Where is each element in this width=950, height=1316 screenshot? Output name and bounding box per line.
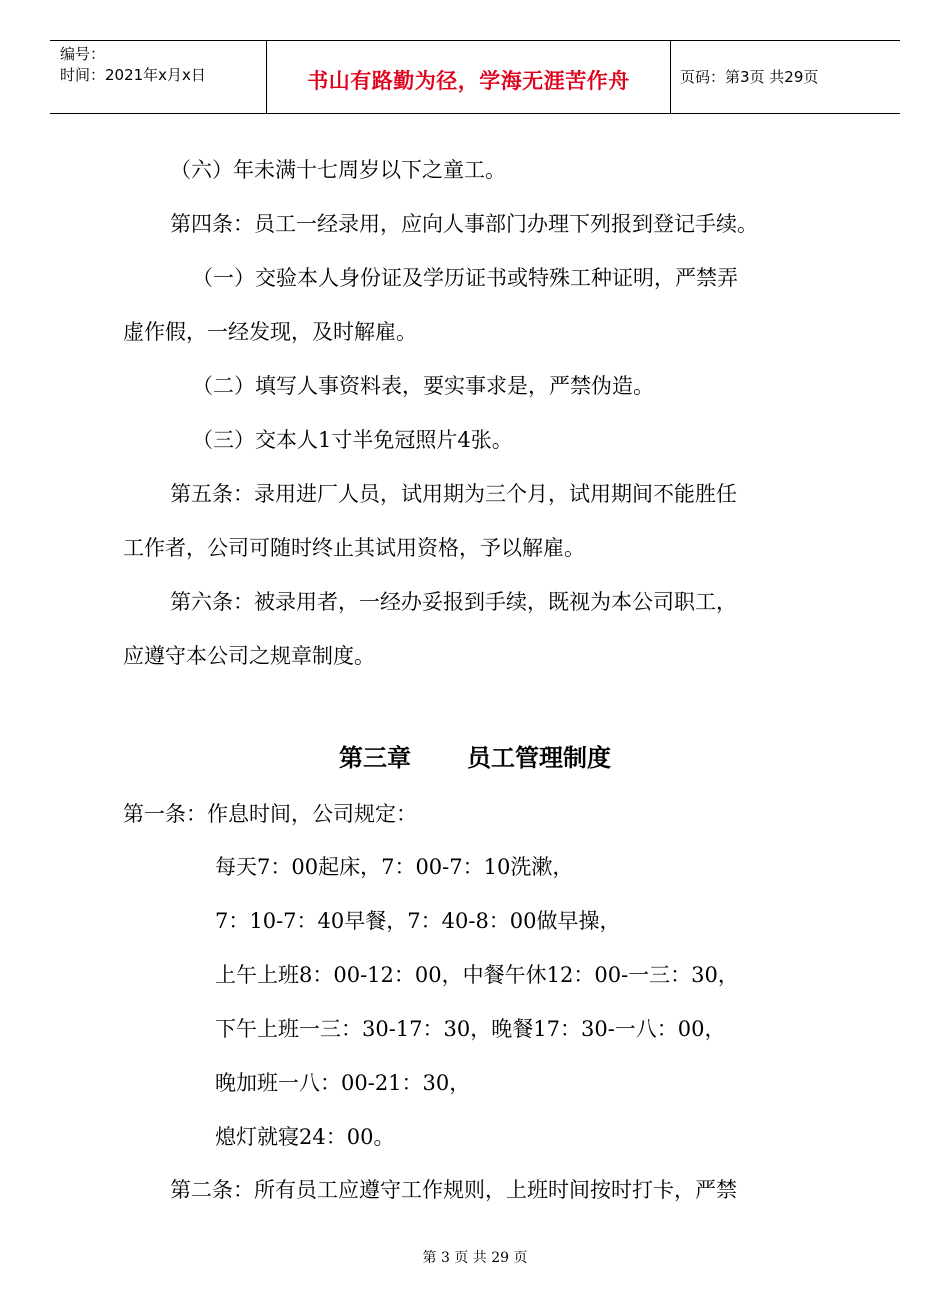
text-line: 虚作假，一经发现，及时解雇。 <box>123 320 417 344</box>
text-line: 应遵守本公司之规章制度。 <box>123 644 375 668</box>
schedule-line: 熄灯就寝24：00。 <box>215 1125 395 1149</box>
schedule-line: 晚加班一八：00-21：30， <box>215 1071 471 1095</box>
page-info: 页码：第3页 共29页 <box>680 68 819 86</box>
text-line: 第二条：所有员工应遵守工作规则，上班时间按时打卡，严禁 <box>170 1178 737 1202</box>
text-line: （一）交验本人身份证及学历证书或特殊工种证明，严禁弄 <box>192 266 738 290</box>
motto: 书山有路勤为径，学海无涯苦作舟 <box>307 69 630 93</box>
schedule-line: 7：10-7：40早餐，7：40-8：00做早操， <box>215 909 621 933</box>
text-line: （六）年未满十七周岁以下之童工。 <box>170 158 506 182</box>
time-label: 时间：2021年x月x日 <box>60 66 206 84</box>
text-line: （二）填写人事资料表，要实事求是，严禁伪造。 <box>192 374 654 398</box>
header-page-cell <box>670 41 900 113</box>
header-meta-cell <box>50 41 266 113</box>
schedule-line: 上午上班8：00-12：00，中餐午休12：00-一三：30， <box>215 963 739 987</box>
schedule-line: 每天7：00起床，7：00-7：10洗漱， <box>215 855 574 879</box>
text-line: 第五条：录用进厂人员，试用期为三个月，试用期间不能胜任 <box>170 482 737 506</box>
text-line: 第六条：被录用者，一经办妥报到手续，既视为本公司职工， <box>170 590 737 614</box>
text-line: 第四条：员工一经录用，应向人事部门办理下列报到登记手续。 <box>170 212 758 236</box>
text-line: 第一条：作息时间，公司规定： <box>123 802 417 826</box>
chapter-title: 员工管理制度 <box>467 744 611 772</box>
number-label: 编号： <box>60 45 106 63</box>
header-motto-cell <box>266 41 671 113</box>
text-line: （三）交本人1寸半免冠照片4张。 <box>192 428 513 452</box>
page-header <box>50 40 900 114</box>
page-footer: 第 3 页 共 29 页 <box>422 1250 528 1266</box>
schedule-line: 下午上班一三：30-17：30，晚餐17：30-一八：00， <box>215 1017 726 1041</box>
text-line: 工作者，公司可随时终止其试用资格，予以解雇。 <box>123 536 585 560</box>
chapter-heading <box>0 740 950 776</box>
chapter-number: 第三章 <box>339 744 411 772</box>
